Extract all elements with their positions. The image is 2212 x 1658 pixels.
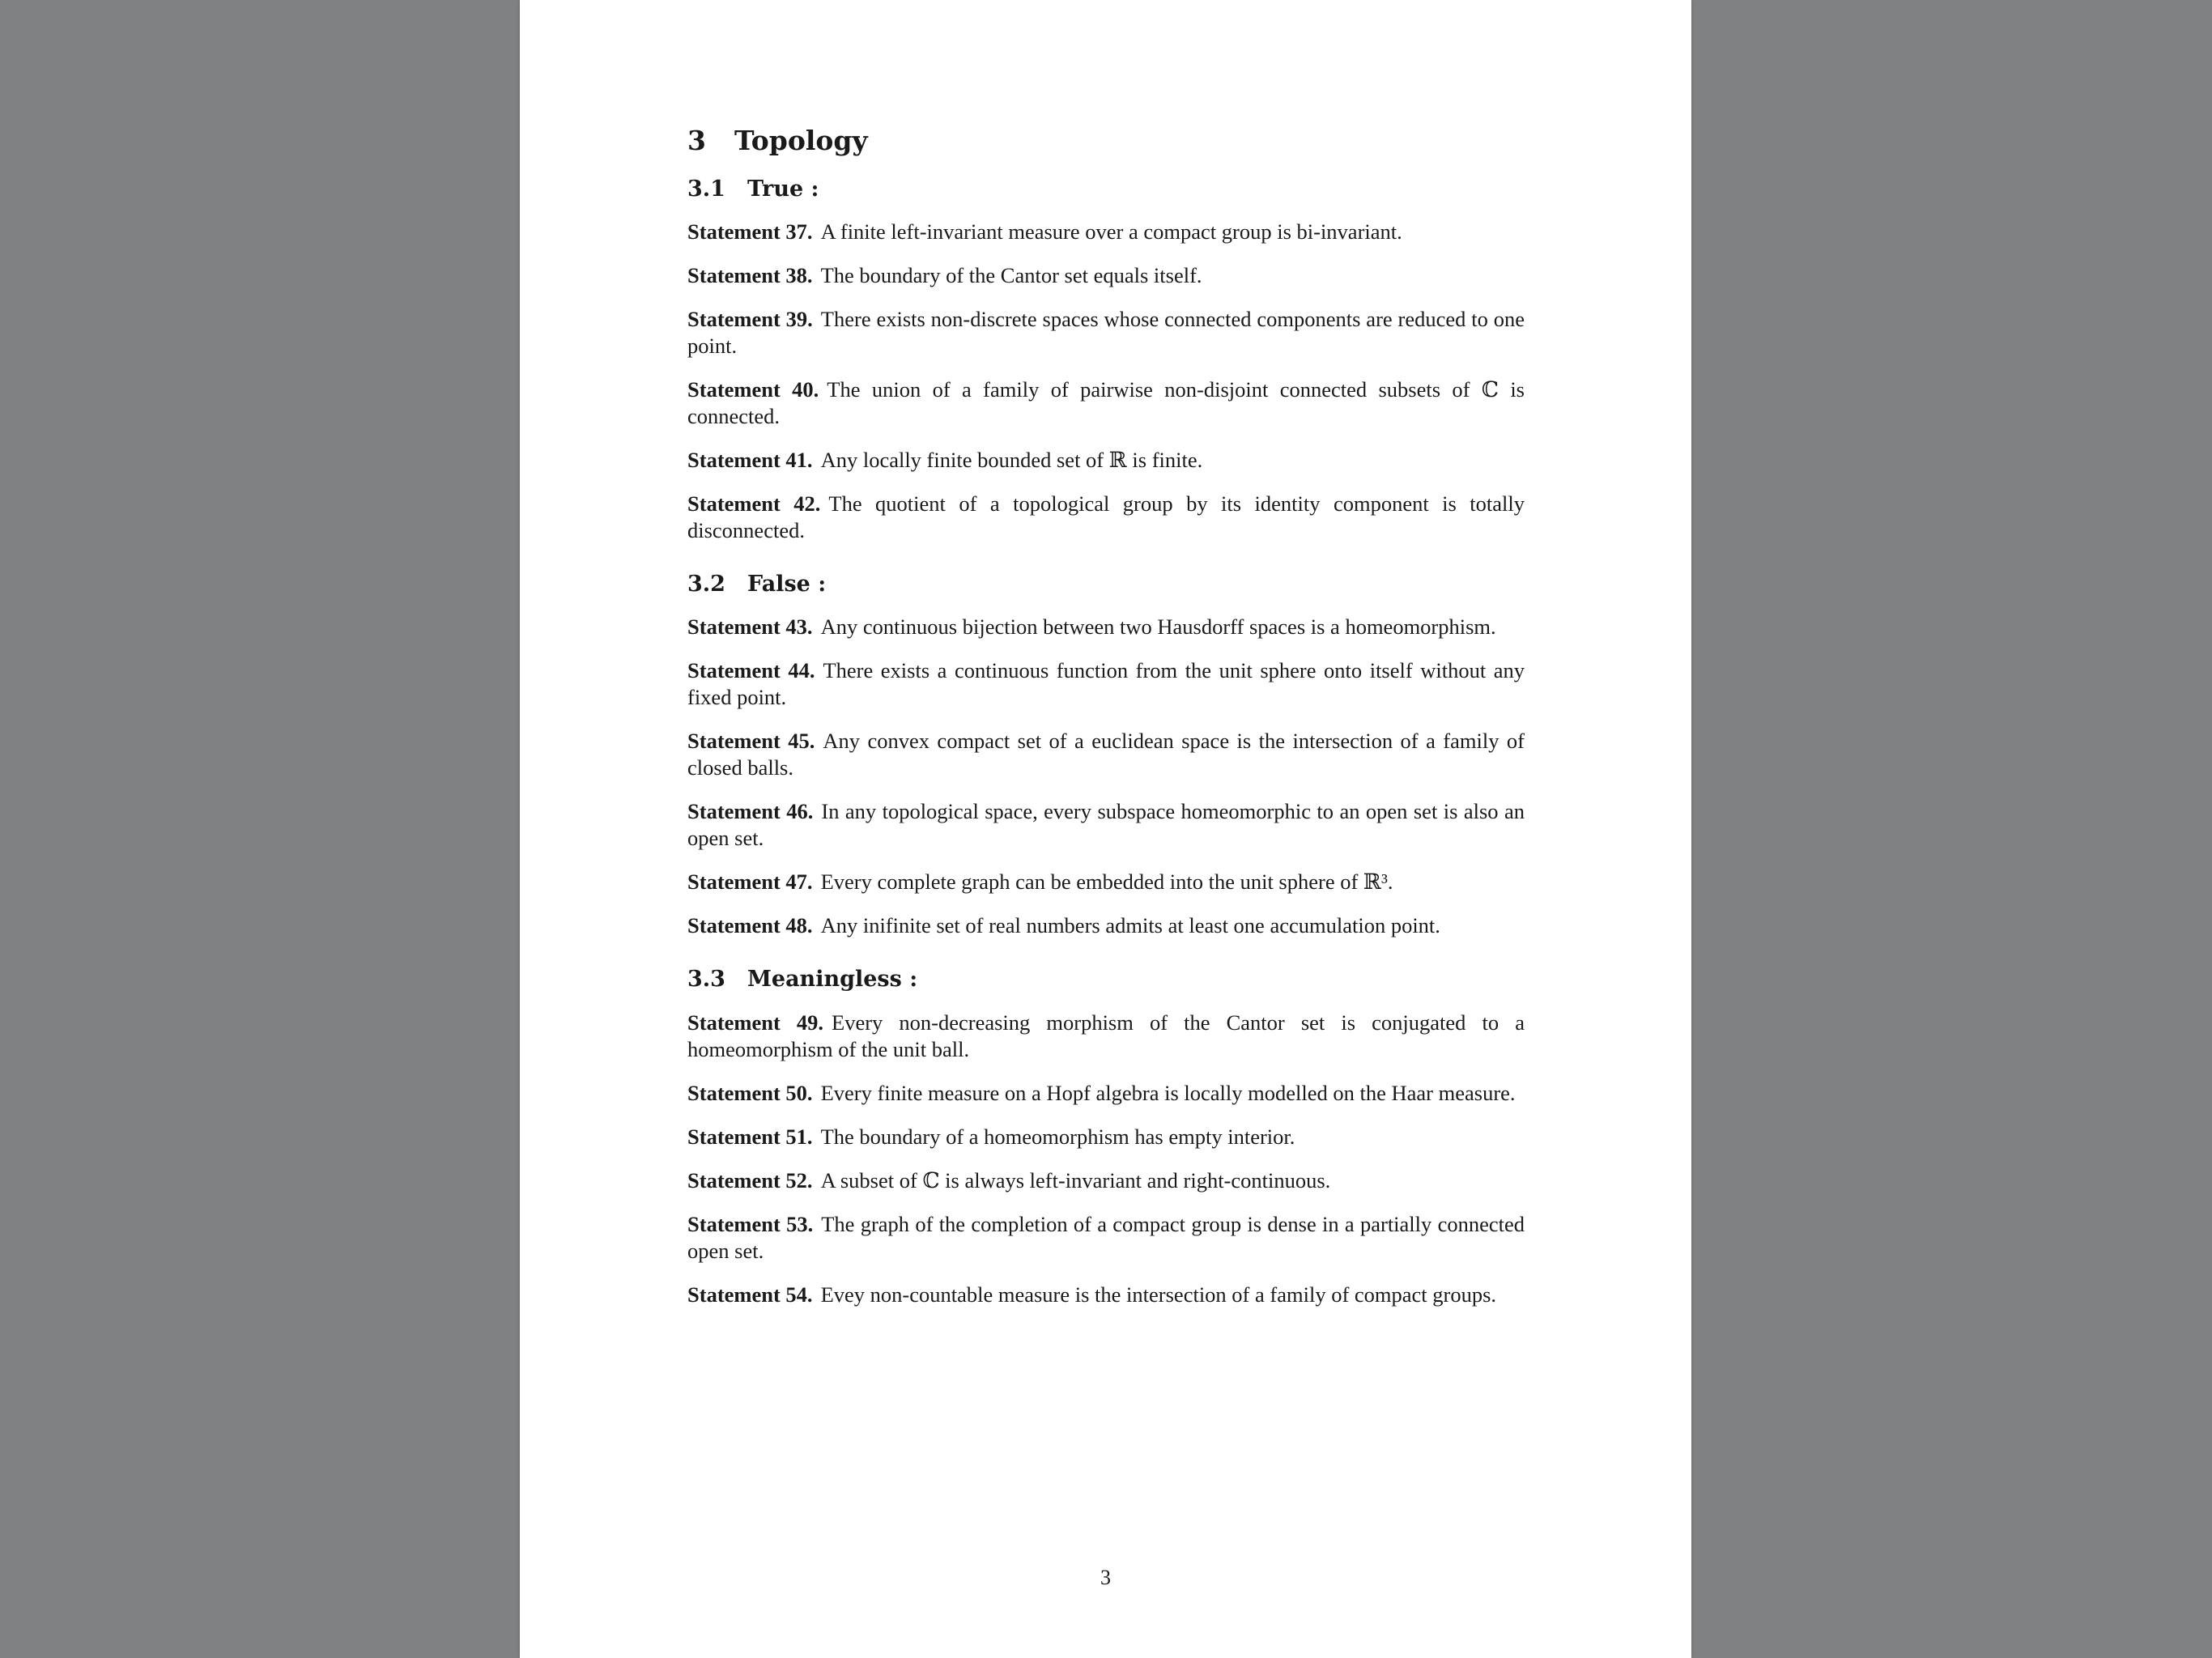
statement-text: A subset of ℂ is always left-invariant and right-continuous. — [820, 1167, 1331, 1192]
subsection-false — [687, 572, 1525, 939]
subsection-heading — [687, 967, 1525, 993]
section-number: 3 — [687, 125, 706, 156]
statement-text: Every finite measure on a Hopf algebra is locally modelled on the Haar measure. — [820, 1080, 1516, 1105]
statement-text: Evey non-countable measure is the intersection of a family of compact groups. — [820, 1282, 1497, 1307]
statement-text: The graph of the completion of a compact group is dense in a partially connected open set. — [687, 1211, 1525, 1263]
statement-text: Any locally finite bounded set of ℝ is finite. — [820, 447, 1203, 472]
statement — [687, 1211, 1525, 1265]
statement-label: Statement 49. — [687, 1010, 824, 1035]
statement-text: In any topological space, every subspace homeomorphic to an open set is also an open set. — [687, 799, 1525, 851]
subsection-title: True : — [747, 176, 819, 202]
statement — [687, 1167, 1525, 1194]
statement-label: Statement 45. — [687, 729, 815, 754]
statement-label: Statement 37. — [687, 219, 813, 244]
statement-text: There exists a continuous function from the unit sphere onto itself without any fixed point. — [687, 658, 1525, 710]
statement-label: Statement 40. — [687, 376, 819, 402]
statement-label: Statement 52. — [687, 1167, 813, 1192]
statement — [687, 657, 1525, 711]
subsection-true — [687, 176, 1525, 544]
statement-text: The quotient of a topological group by its identity component is totally disconnected. — [687, 491, 1525, 542]
statement-label: Statement 39. — [687, 306, 813, 331]
statement-label: Statement 54. — [687, 1282, 813, 1307]
statement-text: Every complete graph can be embedded into the unit sphere of ℝ³. — [820, 869, 1393, 895]
statement-text: The boundary of a homeomorphism has empty interior. — [820, 1124, 1295, 1149]
statement-label: Statement 47. — [687, 869, 813, 895]
section-heading — [687, 125, 1525, 157]
section-title: Topology — [734, 125, 868, 156]
statement-label: Statement 50. — [687, 1080, 813, 1105]
statement — [687, 306, 1525, 359]
statement-label: Statement 38. — [687, 262, 813, 287]
statement-label: Statement 48. — [687, 913, 813, 938]
statement — [687, 728, 1525, 781]
statement-text: A finite left-invariant measure over a compact group is bi-invariant. — [820, 219, 1402, 244]
statement-label: Statement 46. — [687, 799, 814, 824]
statement-text: Any inifinite set of real numbers admits at least one accumulation point. — [820, 913, 1440, 938]
subsection-number: 3.3 — [687, 967, 725, 993]
subsection-number: 3.2 — [687, 571, 725, 597]
subsection-title: Meaningless : — [747, 967, 918, 993]
statement-label: Statement 41. — [687, 447, 813, 472]
statement-label: Statement 51. — [687, 1124, 813, 1149]
statement-text: The boundary of the Cantor set equals itself. — [820, 262, 1202, 287]
subsection-number: 3.1 — [687, 176, 725, 202]
statement-text: Any continuous bijection between two Hausdorff spaces is a homeomorphism. — [820, 614, 1496, 640]
page-content — [687, 125, 1525, 1325]
statement-text: Any convex compact set of a euclidean space is the intersection of a family of closed balls. — [687, 729, 1525, 780]
document-page — [520, 0, 1691, 1658]
statement — [687, 447, 1525, 474]
statement-label: Statement 44. — [687, 658, 815, 683]
statement-label: Statement 43. — [687, 614, 813, 640]
statement — [687, 798, 1525, 852]
statement — [687, 219, 1525, 245]
statement — [687, 1010, 1525, 1063]
statement-text: The union of a family of pairwise non-disjoint connected subsets of ℂ is connected. — [687, 376, 1525, 428]
subsection-heading — [687, 176, 1525, 202]
statement-text: There exists non-discrete spaces whose connected components are reduced to one point. — [687, 306, 1525, 358]
subsection-title: False : — [747, 571, 827, 597]
statement — [687, 869, 1525, 895]
page-number: 3 — [1100, 1566, 1111, 1589]
statement — [687, 1080, 1525, 1107]
statement — [687, 262, 1525, 289]
statement — [687, 491, 1525, 544]
statement-label: Statement 42. — [687, 491, 821, 516]
statement — [687, 1282, 1525, 1308]
statement — [687, 912, 1525, 939]
statement — [687, 376, 1525, 430]
subsection-meaningless — [687, 967, 1525, 1307]
subsection-heading — [687, 572, 1525, 597]
statement — [687, 1124, 1525, 1150]
statement — [687, 614, 1525, 640]
statement-text: Every non-decreasing morphism of the Cantor set is conjugated to a homeomorphism of the unit ball. — [687, 1010, 1525, 1061]
statement-label: Statement 53. — [687, 1211, 814, 1236]
